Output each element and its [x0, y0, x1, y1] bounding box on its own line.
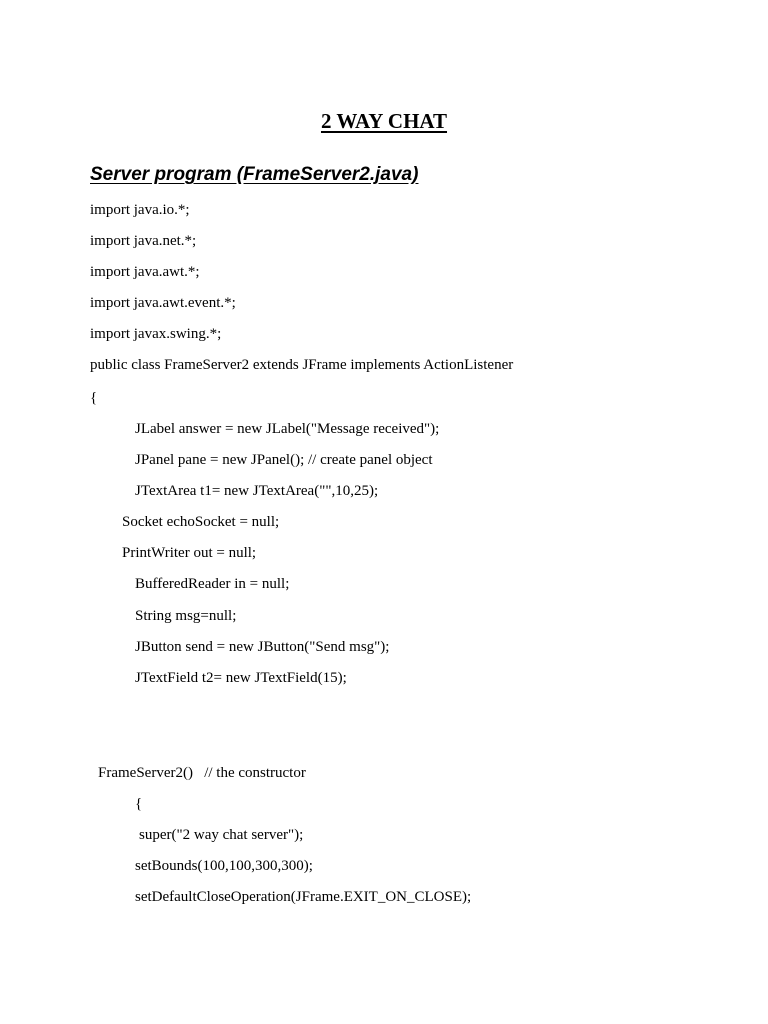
- code-line: String msg=null;: [135, 608, 237, 624]
- code-line: import java.io.*;: [90, 202, 190, 218]
- code-line: Socket echoSocket = null;: [122, 514, 280, 530]
- code-line: public class FrameServer2 extends JFrame implements ActionListener: [90, 357, 514, 373]
- code-line: import java.awt.*;: [90, 264, 200, 280]
- code-line: JTextField t2= new JTextField(15);: [135, 670, 347, 686]
- code-line: import java.net.*;: [90, 233, 197, 249]
- section-heading: Server program (FrameServer2.java): [90, 164, 419, 185]
- code-line: {: [90, 390, 98, 406]
- code-line: JLabel answer = new JLabel("Message received");: [135, 421, 440, 437]
- code-line: FrameServer2() // the constructor: [98, 765, 306, 781]
- code-line: JButton send = new JButton("Send msg");: [135, 639, 390, 655]
- document-title: 2 WAY CHAT: [320, 109, 448, 133]
- code-line: JTextArea t1= new JTextArea("",10,25);: [135, 483, 379, 499]
- code-line: BufferedReader in = null;: [135, 576, 290, 592]
- code-line: JPanel pane = new JPanel(); // create panel object: [135, 452, 433, 468]
- code-line: import javax.swing.*;: [90, 326, 222, 342]
- code-line: PrintWriter out = null;: [122, 545, 257, 561]
- code-line: setBounds(100,100,300,300);: [135, 858, 313, 874]
- code-line: super("2 way chat server");: [139, 827, 304, 843]
- code-line: setDefaultCloseOperation(JFrame.EXIT_ON_CLOSE);: [135, 889, 472, 905]
- code-line: import java.awt.event.*;: [90, 295, 236, 311]
- code-line: {: [135, 796, 143, 812]
